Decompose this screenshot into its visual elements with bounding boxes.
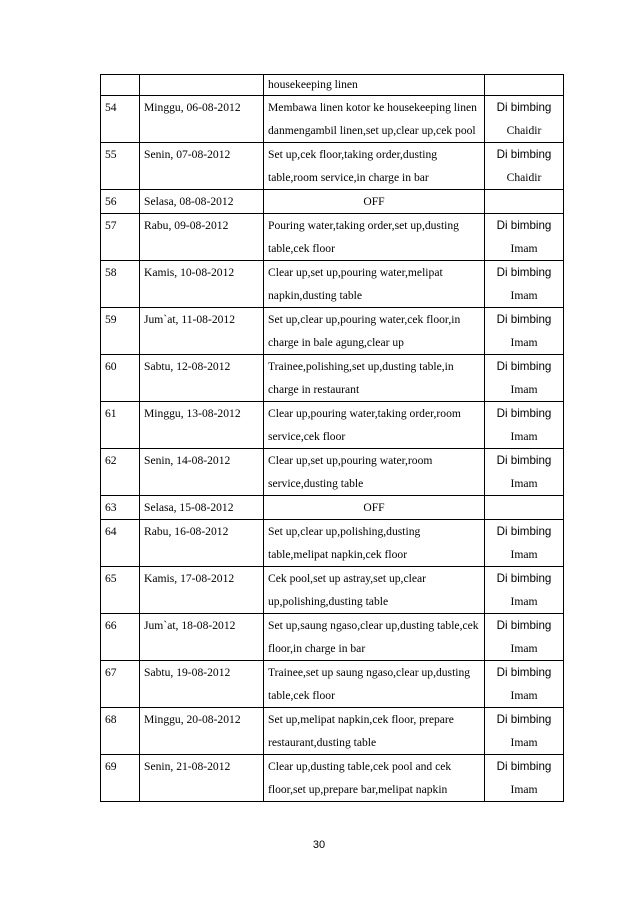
row-number-cell: 62 bbox=[101, 449, 140, 496]
row-supervisor-cell bbox=[485, 402, 564, 449]
row-number-cell: 64 bbox=[101, 520, 140, 567]
table-row bbox=[101, 496, 564, 520]
row-supervisor-cell bbox=[485, 567, 564, 614]
row-number-cell: 65 bbox=[101, 567, 140, 614]
row-activity-cell: Clear up,pouring water,taking order,room service,cek floor bbox=[264, 402, 485, 449]
row-supervisor-cell bbox=[485, 308, 564, 355]
row-supervisor-cell bbox=[485, 214, 564, 261]
table-row-continuation bbox=[101, 75, 564, 96]
table-row bbox=[101, 567, 564, 614]
row-activity-cell: Pouring water,taking order,set up,dusting table,cek floor bbox=[264, 214, 485, 261]
table-row bbox=[101, 614, 564, 661]
row-date-cell: Minggu, 20-08-2012 bbox=[140, 708, 264, 755]
supervision-label: Di bimbing bbox=[496, 101, 552, 114]
table-row bbox=[101, 402, 564, 449]
row-activity-cell: Set up,clear up,pouring water,cek floor,in charge in bale agung,clear up bbox=[264, 308, 485, 355]
row-number-cell bbox=[101, 75, 140, 96]
supervision-label: Di bimbing bbox=[496, 148, 552, 161]
table-row bbox=[101, 143, 564, 190]
table-row bbox=[101, 355, 564, 402]
table-row bbox=[101, 520, 564, 567]
table-row bbox=[101, 261, 564, 308]
row-activity-cell: Clear up,set up,pouring water,melipat napkin,dusting table bbox=[264, 261, 485, 308]
supervision-label: Di bimbing bbox=[496, 713, 552, 726]
row-number-cell: 63 bbox=[101, 496, 140, 520]
activity-log-table bbox=[100, 74, 564, 802]
row-number-cell: 54 bbox=[101, 96, 140, 143]
supervisor-name: Imam bbox=[510, 477, 538, 490]
row-supervisor-cell bbox=[485, 261, 564, 308]
row-activity-cell: Cek pool,set up astray,set up,clear up,polishing,dusting table bbox=[264, 567, 485, 614]
row-number-cell: 69 bbox=[101, 755, 140, 802]
row-date-cell: Jum`at, 11-08-2012 bbox=[140, 308, 264, 355]
row-supervisor-cell bbox=[485, 661, 564, 708]
row-date-cell: Selasa, 08-08-2012 bbox=[140, 190, 264, 214]
supervisor-name: Chaidir bbox=[506, 171, 542, 184]
row-date-cell: Rabu, 16-08-2012 bbox=[140, 520, 264, 567]
row-date-cell: Rabu, 09-08-2012 bbox=[140, 214, 264, 261]
supervision-label: Di bimbing bbox=[496, 360, 552, 373]
row-activity-cell: Trainee,set up saung ngaso,clear up,dusting table,cek floor bbox=[264, 661, 485, 708]
row-date-cell: Jum`at, 18-08-2012 bbox=[140, 614, 264, 661]
page-number: 30 bbox=[312, 839, 326, 851]
row-date-cell bbox=[140, 75, 264, 96]
row-supervisor-cell bbox=[485, 755, 564, 802]
supervisor-name: Imam bbox=[510, 689, 538, 702]
activity-log-body bbox=[101, 75, 564, 802]
supervision-label: Di bimbing bbox=[496, 407, 552, 420]
row-date-cell: Senin, 21-08-2012 bbox=[140, 755, 264, 802]
row-date-cell: Senin, 07-08-2012 bbox=[140, 143, 264, 190]
table-row bbox=[101, 214, 564, 261]
supervision-label: Di bimbing bbox=[496, 572, 552, 585]
row-supervisor-cell bbox=[485, 520, 564, 567]
supervisor-name: Imam bbox=[510, 289, 538, 302]
supervisor-name: Imam bbox=[510, 430, 538, 443]
row-activity-cell: Clear up,dusting table,cek pool and cek floor,set up,prepare bar,melipat napkin bbox=[264, 755, 485, 802]
row-number-cell: 56 bbox=[101, 190, 140, 214]
row-number-cell: 55 bbox=[101, 143, 140, 190]
row-supervisor-cell bbox=[485, 190, 564, 214]
supervision-label: Di bimbing bbox=[496, 313, 552, 326]
row-number-cell: 58 bbox=[101, 261, 140, 308]
supervisor-name: Imam bbox=[510, 548, 538, 561]
row-date-cell: Kamis, 10-08-2012 bbox=[140, 261, 264, 308]
row-number-cell: 57 bbox=[101, 214, 140, 261]
supervisor-name: Imam bbox=[510, 736, 538, 749]
row-date-cell: Sabtu, 12-08-2012 bbox=[140, 355, 264, 402]
supervisor-name: Imam bbox=[510, 595, 538, 608]
row-date-cell: Selasa, 15-08-2012 bbox=[140, 496, 264, 520]
row-activity-cell: OFF bbox=[264, 496, 485, 520]
row-supervisor-cell bbox=[485, 614, 564, 661]
supervisor-name: Imam bbox=[510, 336, 538, 349]
row-date-cell: Senin, 14-08-2012 bbox=[140, 449, 264, 496]
row-activity-cell: Set up,cek floor,taking order,dusting table,room service,in charge in bar bbox=[264, 143, 485, 190]
row-activity-cell: housekeeping linen bbox=[264, 75, 485, 96]
row-supervisor-cell bbox=[485, 143, 564, 190]
supervision-label: Di bimbing bbox=[496, 525, 552, 538]
row-number-cell: 60 bbox=[101, 355, 140, 402]
supervisor-name: Imam bbox=[510, 642, 538, 655]
table-row bbox=[101, 708, 564, 755]
row-activity-cell: Set up,saung ngaso,clear up,dusting table,cek floor,in charge in bar bbox=[264, 614, 485, 661]
table-row bbox=[101, 190, 564, 214]
row-supervisor-cell bbox=[485, 355, 564, 402]
row-activity-cell: OFF bbox=[264, 190, 485, 214]
row-supervisor-cell bbox=[485, 496, 564, 520]
row-supervisor-cell bbox=[485, 75, 564, 96]
table-row bbox=[101, 661, 564, 708]
supervision-label: Di bimbing bbox=[496, 619, 552, 632]
supervision-label: Di bimbing bbox=[496, 760, 552, 773]
row-activity-cell: Set up,clear up,polishing,dusting table,melipat napkin,cek floor bbox=[264, 520, 485, 567]
table-row bbox=[101, 449, 564, 496]
supervisor-name: Imam bbox=[510, 383, 538, 396]
row-supervisor-cell bbox=[485, 96, 564, 143]
supervision-label: Di bimbing bbox=[496, 266, 552, 279]
row-number-cell: 66 bbox=[101, 614, 140, 661]
supervisor-name: Chaidir bbox=[506, 124, 542, 137]
row-date-cell: Kamis, 17-08-2012 bbox=[140, 567, 264, 614]
supervision-label: Di bimbing bbox=[496, 219, 552, 232]
table-row bbox=[101, 96, 564, 143]
row-date-cell: Sabtu, 19-08-2012 bbox=[140, 661, 264, 708]
row-date-cell: Minggu, 13-08-2012 bbox=[140, 402, 264, 449]
table-row bbox=[101, 755, 564, 802]
row-number-cell: 68 bbox=[101, 708, 140, 755]
row-activity-cell: Set up,melipat napkin,cek floor, prepare restaurant,dusting table bbox=[264, 708, 485, 755]
row-activity-cell: Clear up,set up,pouring water,room service,dusting table bbox=[264, 449, 485, 496]
row-date-cell: Minggu, 06-08-2012 bbox=[140, 96, 264, 143]
row-activity-cell: Trainee,polishing,set up,dusting table,in charge in restaurant bbox=[264, 355, 485, 402]
row-number-cell: 67 bbox=[101, 661, 140, 708]
supervision-label: Di bimbing bbox=[496, 666, 552, 679]
row-number-cell: 61 bbox=[101, 402, 140, 449]
row-number-cell: 59 bbox=[101, 308, 140, 355]
row-supervisor-cell bbox=[485, 708, 564, 755]
row-activity-cell: Membawa linen kotor ke housekeeping linen danmengambil linen,set up,clear up,cek pool bbox=[264, 96, 485, 143]
supervisor-name: Imam bbox=[510, 242, 538, 255]
supervisor-name: Imam bbox=[510, 783, 538, 796]
supervision-label: Di bimbing bbox=[496, 454, 552, 467]
row-supervisor-cell bbox=[485, 449, 564, 496]
table-row bbox=[101, 308, 564, 355]
